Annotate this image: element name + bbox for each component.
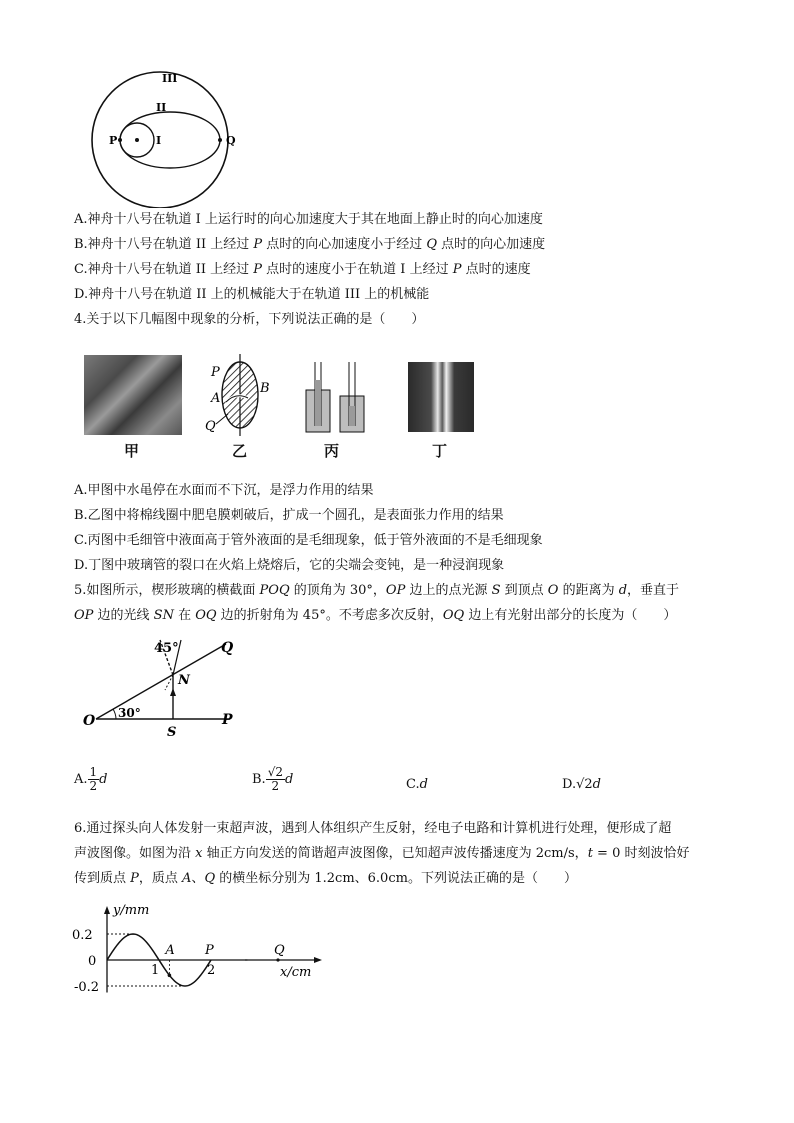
q5-stem-line2: OP 边的光线 SN 在 OQ 边的折射角为 45°。不考虑多次反射，OQ 边上有光射出部分的长度为（ ） bbox=[74, 608, 677, 623]
fig-b-label-b: B bbox=[260, 381, 270, 396]
caption-jia: 甲 bbox=[124, 442, 140, 460]
orbit-label-III: III bbox=[162, 72, 178, 85]
wave-chart bbox=[70, 900, 330, 1010]
wedge-label-s: S bbox=[167, 725, 177, 740]
q4-option-d: D.丁图中玻璃管的裂口在火焰上烧熔后，它的尖端会变钝，是一种浸润现象 bbox=[74, 558, 505, 573]
fig-b-label-a: A bbox=[211, 391, 221, 406]
y-axis-label: y/mm bbox=[113, 903, 150, 918]
orbit-label-I: I bbox=[156, 134, 162, 147]
caption-yi: 乙 bbox=[232, 442, 248, 460]
q4-option-a: A.甲图中水黾停在水面而不下沉，是浮力作用的结果 bbox=[74, 483, 374, 498]
capillary-diagram bbox=[304, 360, 368, 434]
q4-option-b: B.乙图中将棉线圈中肥皂膜刺破后，扩成一个圆孔，是表面张力作用的结果 bbox=[74, 508, 504, 523]
q6-stem-line3: 传到质点 P，质点 A、Q 的横坐标分别为 1.2cm、6.0cm。下列说法正确的是（ ） bbox=[74, 871, 577, 886]
y-axis-arrow bbox=[104, 906, 110, 914]
q3-option-d: D.神舟十八号在轨道 II 上的机械能大于在轨道 III 上的机械能 bbox=[74, 287, 430, 302]
wedge-diagram bbox=[80, 632, 250, 740]
xtick-label-2: 2 bbox=[207, 963, 216, 978]
point-q-marker bbox=[276, 958, 279, 961]
q3-option-b: B.神舟十八号在轨道 II 上经过 P 点时的向心加速度小于经过 Q 点时的向心加速度 bbox=[74, 237, 546, 252]
wedge-label-n: N bbox=[178, 673, 190, 688]
ytick-label-top: 0.2 bbox=[72, 928, 93, 943]
earth-dot bbox=[135, 138, 139, 142]
point-label-a: A bbox=[165, 943, 175, 958]
ytick-label-bottom: -0.2 bbox=[74, 980, 100, 995]
caption-bing: 丙 bbox=[324, 442, 340, 460]
q6-stem-line1: 6.通过探头向人体发射一束超声波，遇到人体组织产生反射，经电子电路和计算机进行处理，便形成了超 bbox=[74, 821, 672, 836]
q5-stem-line1: 5.如图所示，楔形玻璃的横截面 POQ 的顶角为 30°，OP 边上的点光源 S 到顶点 O 的距离为 d，垂直于 bbox=[74, 583, 680, 598]
orbit-diagram bbox=[70, 68, 260, 208]
fig-b-label-p: P bbox=[211, 365, 220, 380]
xtick-label-1: 1 bbox=[151, 963, 160, 978]
point-a-marker bbox=[168, 973, 172, 977]
soap-film-diagram bbox=[204, 352, 276, 438]
x-axis-arrow bbox=[314, 957, 322, 963]
photo-water-strider bbox=[84, 355, 182, 435]
ytick-label-zero: 0 bbox=[88, 954, 97, 969]
q4-option-c: C.丙图中毛细管中液面高于管外液面的是毛细现象，低于管外液面的不是毛细现象 bbox=[74, 533, 543, 548]
x-axis-label: x/cm bbox=[280, 965, 312, 980]
photo-glass-tube bbox=[408, 362, 474, 432]
q3-option-a: A.神舟十八号在轨道 I 上运行时的向心加速度大于其在地面上静止时的向心加速度 bbox=[74, 212, 543, 227]
q5-option-a: A. $\frac{1}{2}$ d bbox=[74, 765, 108, 793]
orbit-label-P: P bbox=[109, 134, 118, 147]
wedge-angle-30: 30° bbox=[118, 706, 141, 720]
q5-option-b: B. $\frac{√2}{2}$ d bbox=[252, 765, 294, 793]
wedge-label-p: P bbox=[222, 712, 233, 728]
orbit-label-II: II bbox=[156, 101, 167, 114]
q6-stem-line2: 声波图像。如图为沿 x 轴正方向发送的简谐超声波图像，已知超声波传播速度为 2cm/s，t = 0 时刻波恰好 bbox=[74, 846, 690, 861]
fig-b-label-q: Q bbox=[205, 419, 216, 434]
wedge-label-o: O bbox=[83, 713, 96, 729]
orbit-label-Q: Q bbox=[226, 134, 236, 147]
wedge-angle-45: 45° bbox=[154, 641, 179, 656]
point-label-q: Q bbox=[274, 943, 285, 958]
q5-option-c: C.d bbox=[406, 777, 428, 792]
point-label-p: P bbox=[205, 943, 214, 958]
q4-stem: 4.关于以下几幅图中现象的分析，下列说法正确的是（ ） bbox=[74, 312, 425, 327]
caption-ding: 丁 bbox=[432, 442, 448, 460]
q5-option-d: D.√2d bbox=[562, 777, 601, 792]
wedge-label-q: Q bbox=[221, 640, 234, 656]
q3-option-c: C.神舟十八号在轨道 II 上经过 P 点时的速度小于在轨道 I 上经过 P 点时的速度 bbox=[74, 262, 531, 277]
